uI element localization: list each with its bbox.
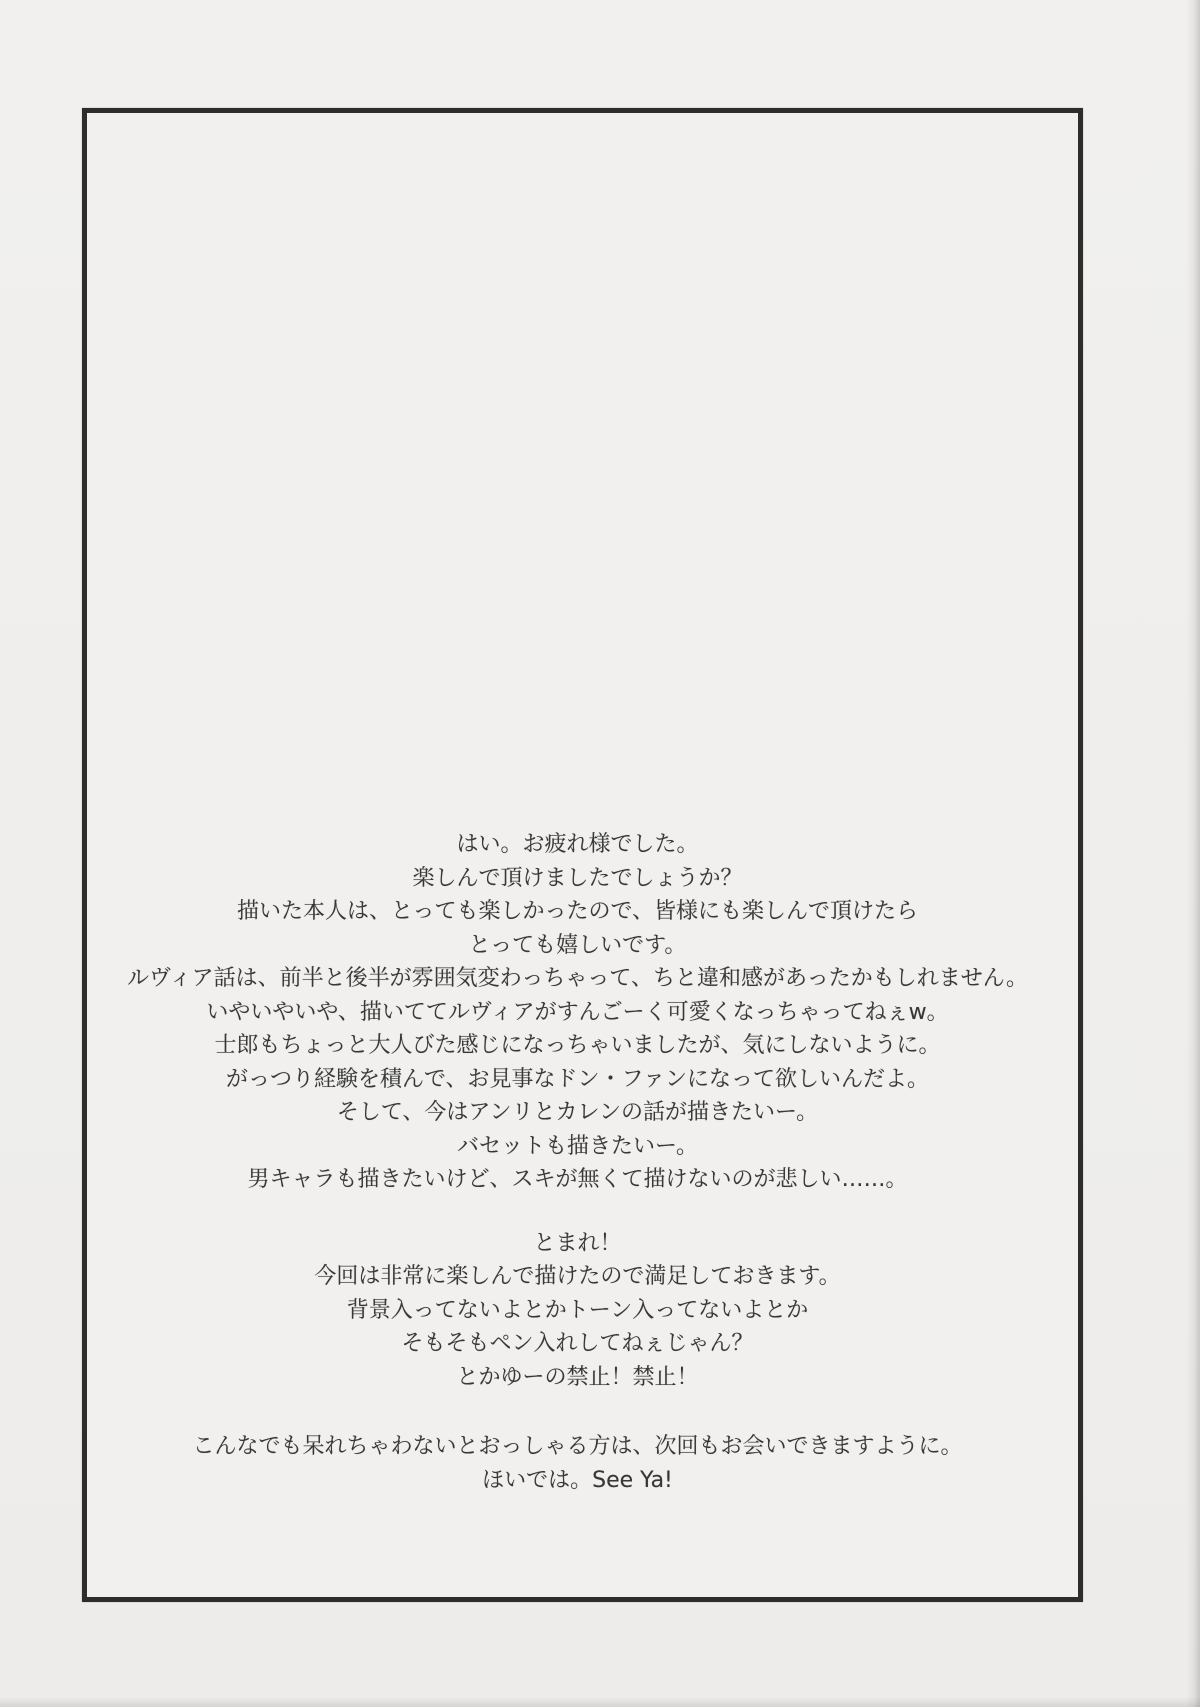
afterword-line: はい。お疲れ様でした。 — [456, 832, 699, 857]
afterword-line: いやいやいや、描いててルヴィアがすんごーく可愛くなっちゃってねぇw。 — [206, 999, 949, 1025]
afterword-line: 楽しんで頂けましたでしょうか？ — [412, 865, 743, 891]
scan-edge-shadow-bottom — [0, 1697, 1200, 1707]
afterword-paragraph-2 — [87, 1227, 1068, 1395]
afterword-paragraph-1 — [87, 828, 1068, 1197]
afterword-line: そもそもペン入れしてねぇじゃん？ — [401, 1331, 754, 1356]
afterword-line: バセットも描きたいー。 — [456, 1133, 699, 1159]
afterword-line: 男キャラも描きたいけど、スキが無くて描けないのが悲しい……。 — [247, 1167, 908, 1192]
paragraph-spacer — [87, 1197, 1068, 1227]
afterword-line: ほいでは。See Ya! — [482, 1467, 673, 1493]
afterword-line: とっても嬉しいです。 — [468, 932, 687, 958]
scan-edge-shadow-right — [1186, 0, 1200, 1707]
paragraph-spacer — [87, 1394, 1068, 1430]
afterword-line: がっつり経験を積んで、お見事なドン・ファンになって欲しいんだよ。 — [225, 1066, 930, 1092]
afterword-line: 今回は非常に楽しんで描けたので満足しておきます。 — [314, 1264, 841, 1289]
afterword-line: ルヴィア話は、前半と後半が雰囲気変わっちゃって、ちと違和感があったかもしれません。 — [126, 966, 1029, 991]
afterword-line: 描いた本人は、とっても楽しかったので、皆様にも楽しんで頂けたら — [236, 899, 919, 924]
afterword-line: とかゆーの禁止！禁止！ — [456, 1364, 699, 1390]
afterword-line: こんなでも呆れちゃわないとおっしゃる方は、次回もお会いできますように。 — [192, 1434, 963, 1459]
afterword-text-block — [87, 828, 1068, 1497]
afterword-line: とまれ！ — [533, 1230, 622, 1256]
afterword-paragraph-3 — [87, 1430, 1068, 1497]
afterword-line: 士郎もちょっと大人びた感じになっちゃいましたが、気にしないように。 — [214, 1033, 941, 1058]
afterword-line: そして、今はアンリとカレンの話が描きたいー。 — [336, 1100, 819, 1125]
afterword-line: 背景入ってないよとかトーン入ってないよとか — [346, 1297, 809, 1323]
